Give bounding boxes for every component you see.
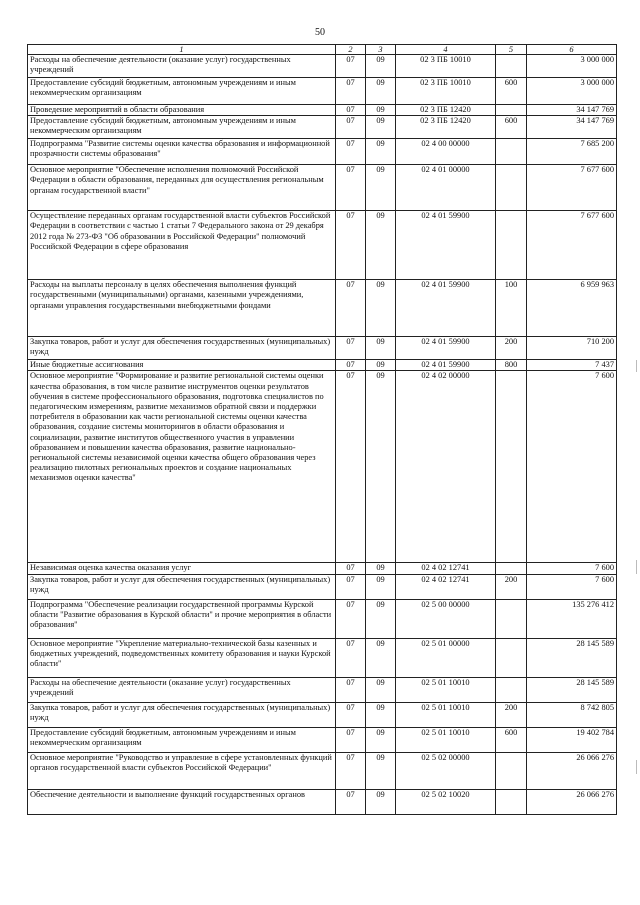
row-name-cell: Предоставление субсидий бюджетным, автономным учреждениям и иным некоммерческим организациям <box>28 116 336 139</box>
row-subsection-cell: 09 <box>366 105 396 116</box>
row-expense-type-cell <box>496 165 527 211</box>
row-subsection-cell: 09 <box>366 55 396 78</box>
row-section-cell: 07 <box>336 677 366 702</box>
row-expense-type-cell <box>496 55 527 78</box>
row-section-cell: 07 <box>336 752 366 789</box>
row-amount-cell: 19 402 784 <box>527 727 617 752</box>
row-amount-cell: 7 600 <box>527 574 617 599</box>
row-name-cell: Иные бюджетные ассигнования <box>28 360 336 371</box>
table-row <box>28 337 617 360</box>
table-row <box>28 727 617 752</box>
row-target-item-cell: 02 4 02 00000 <box>396 371 496 563</box>
column-header-subsection: 3 <box>366 45 396 55</box>
row-amount-cell: 135 276 412 <box>527 599 617 638</box>
row-name-cell: Обеспечение деятельности и выполнение функций государственных органов <box>28 789 336 814</box>
row-expense-type-cell: 600 <box>496 727 527 752</box>
row-expense-type-cell <box>496 752 527 789</box>
row-target-item-cell: 02 5 01 00000 <box>396 638 496 677</box>
row-target-item-cell: 02 5 02 10020 <box>396 789 496 814</box>
table-row <box>28 574 617 599</box>
row-amount-cell: 34 147 769 <box>527 105 617 116</box>
row-target-item-cell: 02 3 ПБ 12420 <box>396 116 496 139</box>
row-name-cell: Основное мероприятие "Руководство и управление в сфере установленных функций органов государственной власти субъектов Российской Федерации" <box>28 752 336 789</box>
row-amount-cell: 26 066 276 <box>527 752 617 789</box>
row-amount-cell: 7 677 600 <box>527 211 617 280</box>
table-row <box>28 563 617 574</box>
row-name-cell: Закупка товаров, работ и услуг для обеспечения государственных (муниципальных) нужд <box>28 574 336 599</box>
table-row <box>28 360 617 371</box>
column-header-amount: 6 <box>527 45 617 55</box>
row-subsection-cell: 09 <box>366 139 396 165</box>
table-row <box>28 599 617 638</box>
table-row <box>28 280 617 337</box>
row-target-item-cell: 02 4 01 59900 <box>396 211 496 280</box>
row-section-cell: 07 <box>336 360 366 371</box>
row-name-cell: Предоставление субсидий бюджетным, автономным учреждениям и иным некоммерческим организациям <box>28 727 336 752</box>
row-section-cell: 07 <box>336 105 366 116</box>
row-subsection-cell: 09 <box>366 371 396 563</box>
margin-mark <box>636 360 637 372</box>
row-expense-type-cell: 800 <box>496 360 527 371</box>
row-subsection-cell: 09 <box>366 116 396 139</box>
row-name-cell: Предоставление субсидий бюджетным, автономным учреждениям и иным некоммерческим организациям <box>28 78 336 105</box>
row-section-cell: 07 <box>336 116 366 139</box>
row-amount-cell: 6 959 963 <box>527 280 617 337</box>
row-subsection-cell: 09 <box>366 727 396 752</box>
row-name-cell: Расходы на обеспечение деятельности (оказание услуг) государственных учреждений <box>28 677 336 702</box>
row-expense-type-cell <box>496 638 527 677</box>
row-section-cell: 07 <box>336 55 366 78</box>
row-expense-type-cell: 200 <box>496 574 527 599</box>
table-row <box>28 165 617 211</box>
row-target-item-cell: 02 5 00 00000 <box>396 599 496 638</box>
row-subsection-cell: 09 <box>366 280 396 337</box>
row-amount-cell: 28 145 589 <box>527 677 617 702</box>
row-target-item-cell: 02 4 01 59900 <box>396 337 496 360</box>
row-expense-type-cell <box>496 211 527 280</box>
row-name-cell: Проведение мероприятий в области образования <box>28 105 336 116</box>
row-subsection-cell: 09 <box>366 599 396 638</box>
row-amount-cell: 7 685 200 <box>527 139 617 165</box>
row-expense-type-cell: 600 <box>496 116 527 139</box>
column-header-expense-type: 5 <box>496 45 527 55</box>
row-target-item-cell: 02 4 02 12741 <box>396 574 496 599</box>
row-expense-type-cell: 100 <box>496 280 527 337</box>
row-subsection-cell: 09 <box>366 789 396 814</box>
row-target-item-cell: 02 4 02 12741 <box>396 563 496 574</box>
row-section-cell: 07 <box>336 337 366 360</box>
row-name-cell: Расходы на обеспечение деятельности (оказание услуг) государственных учреждений <box>28 55 336 78</box>
table-row <box>28 139 617 165</box>
row-target-item-cell: 02 4 01 00000 <box>396 165 496 211</box>
column-header-target-item: 4 <box>396 45 496 55</box>
row-expense-type-cell: 600 <box>496 78 527 105</box>
row-subsection-cell: 09 <box>366 752 396 789</box>
row-expense-type-cell <box>496 677 527 702</box>
row-amount-cell: 8 742 805 <box>527 702 617 727</box>
row-subsection-cell: 09 <box>366 638 396 677</box>
margin-mark <box>636 760 637 774</box>
row-subsection-cell: 09 <box>366 702 396 727</box>
row-subsection-cell: 09 <box>366 563 396 574</box>
row-amount-cell: 7 677 600 <box>527 165 617 211</box>
row-expense-type-cell <box>496 105 527 116</box>
row-section-cell: 07 <box>336 139 366 165</box>
row-section-cell: 07 <box>336 702 366 727</box>
row-section-cell: 07 <box>336 789 366 814</box>
row-name-cell: Закупка товаров, работ и услуг для обеспечения государственных (муниципальных) нужд <box>28 702 336 727</box>
column-header-section: 2 <box>336 45 366 55</box>
row-target-item-cell: 02 3 ПБ 10010 <box>396 55 496 78</box>
table-row <box>28 752 617 789</box>
row-expense-type-cell: 200 <box>496 702 527 727</box>
row-subsection-cell: 09 <box>366 337 396 360</box>
row-subsection-cell: 09 <box>366 360 396 371</box>
row-amount-cell: 710 200 <box>527 337 617 360</box>
row-name-cell: Основное мероприятие "Укрепление материально-технической базы казенных и бюджетных учреждений, подведомственных комитету образования и науки Курской области" <box>28 638 336 677</box>
row-amount-cell: 7 437 <box>527 360 617 371</box>
row-target-item-cell: 02 3 ПБ 10010 <box>396 78 496 105</box>
row-subsection-cell: 09 <box>366 211 396 280</box>
row-section-cell: 07 <box>336 211 366 280</box>
row-section-cell: 07 <box>336 599 366 638</box>
row-name-cell: Независимая оценка качества оказания услуг <box>28 563 336 574</box>
row-subsection-cell: 09 <box>366 78 396 105</box>
row-subsection-cell: 09 <box>366 165 396 211</box>
table-row <box>28 789 617 814</box>
row-section-cell: 07 <box>336 727 366 752</box>
row-amount-cell: 3 000 000 <box>527 55 617 78</box>
row-target-item-cell: 02 5 01 10010 <box>396 677 496 702</box>
row-target-item-cell: 02 5 01 10010 <box>396 702 496 727</box>
row-target-item-cell: 02 5 01 10010 <box>396 727 496 752</box>
row-expense-type-cell <box>496 789 527 814</box>
column-number-row <box>28 45 617 55</box>
table-row <box>28 55 617 78</box>
row-name-cell: Подпрограмма "Развитие системы оценки качества образования и информационной прозрачности системы образования" <box>28 139 336 165</box>
table-row <box>28 371 617 563</box>
row-amount-cell: 7 600 <box>527 563 617 574</box>
row-expense-type-cell <box>496 371 527 563</box>
row-section-cell: 07 <box>336 563 366 574</box>
column-header-name: 1 <box>28 45 336 55</box>
row-section-cell: 07 <box>336 371 366 563</box>
row-name-cell: Основное мероприятие "Обеспечение исполнения полномочий Российской Федерации в области образования, переданных для осуществления региональным органам государственной власти" <box>28 165 336 211</box>
row-amount-cell: 26 066 276 <box>527 789 617 814</box>
row-expense-type-cell: 200 <box>496 337 527 360</box>
row-name-cell: Закупка товаров, работ и услуг для обеспечения государственных (муниципальных) нужд <box>28 337 336 360</box>
row-target-item-cell: 02 5 02 00000 <box>396 752 496 789</box>
budget-table <box>27 44 617 815</box>
row-name-cell: Подпрограмма "Обеспечение реализации государственной программы Курской области "Развитие образования в Курской области" и прочие мероприятия в области образования" <box>28 599 336 638</box>
row-section-cell: 07 <box>336 638 366 677</box>
margin-mark <box>636 560 637 574</box>
table-row <box>28 702 617 727</box>
row-target-item-cell: 02 4 01 59900 <box>396 280 496 337</box>
row-section-cell: 07 <box>336 165 366 211</box>
row-section-cell: 07 <box>336 280 366 337</box>
row-amount-cell: 3 000 000 <box>527 78 617 105</box>
row-section-cell: 07 <box>336 574 366 599</box>
row-amount-cell: 34 147 769 <box>527 116 617 139</box>
table-row <box>28 211 617 280</box>
table-row <box>28 116 617 139</box>
row-section-cell: 07 <box>336 78 366 105</box>
row-expense-type-cell <box>496 599 527 638</box>
table-row <box>28 677 617 702</box>
table-row <box>28 105 617 116</box>
row-target-item-cell: 02 4 01 59900 <box>396 360 496 371</box>
table-row <box>28 78 617 105</box>
page-number: 50 <box>315 27 325 38</box>
row-target-item-cell: 02 4 00 00000 <box>396 139 496 165</box>
table-body <box>28 55 617 815</box>
row-expense-type-cell <box>496 139 527 165</box>
row-name-cell: Осуществление переданных органам государственной власти субъектов Российской Федерации в соответствии с частью 1 статьи 7 Федерального закона от 29 декабря 2012 года № 273-ФЗ "Об образовании в Российской Федерации" полномочий Российской Федерации в сфере образования <box>28 211 336 280</box>
row-expense-type-cell <box>496 563 527 574</box>
table-row <box>28 638 617 677</box>
row-name-cell: Расходы на выплаты персоналу в целях обеспечения выполнения функций государственными (муниципальными) органами, казенными учреждениями, органами управления государственными внебюджетными фондами <box>28 280 336 337</box>
row-subsection-cell: 09 <box>366 574 396 599</box>
row-target-item-cell: 02 3 ПБ 12420 <box>396 105 496 116</box>
row-amount-cell: 7 600 <box>527 371 617 563</box>
row-subsection-cell: 09 <box>366 677 396 702</box>
row-name-cell: Основное мероприятие "Формирование и развитие региональной системы оценки качества образования, в том числе развитие инструментов оценки результатов обучения в системе профессионального образования, подготовка специалистов по педагогическим измерениям, развитие механизмов обратной связи и поддержки потребителя в образовании как части региональной системы оценки качества образования, создание системы мониторингов в области образования и социализации, развитие институтов общественного участия в управлении образованием и повышении качества образования, развитие национально- региональной системы независимой оценки качества общего образования через реализацию пилотных региональных проектов и создание национальных механизмов оценки качества" <box>28 371 336 563</box>
row-amount-cell: 28 145 589 <box>527 638 617 677</box>
